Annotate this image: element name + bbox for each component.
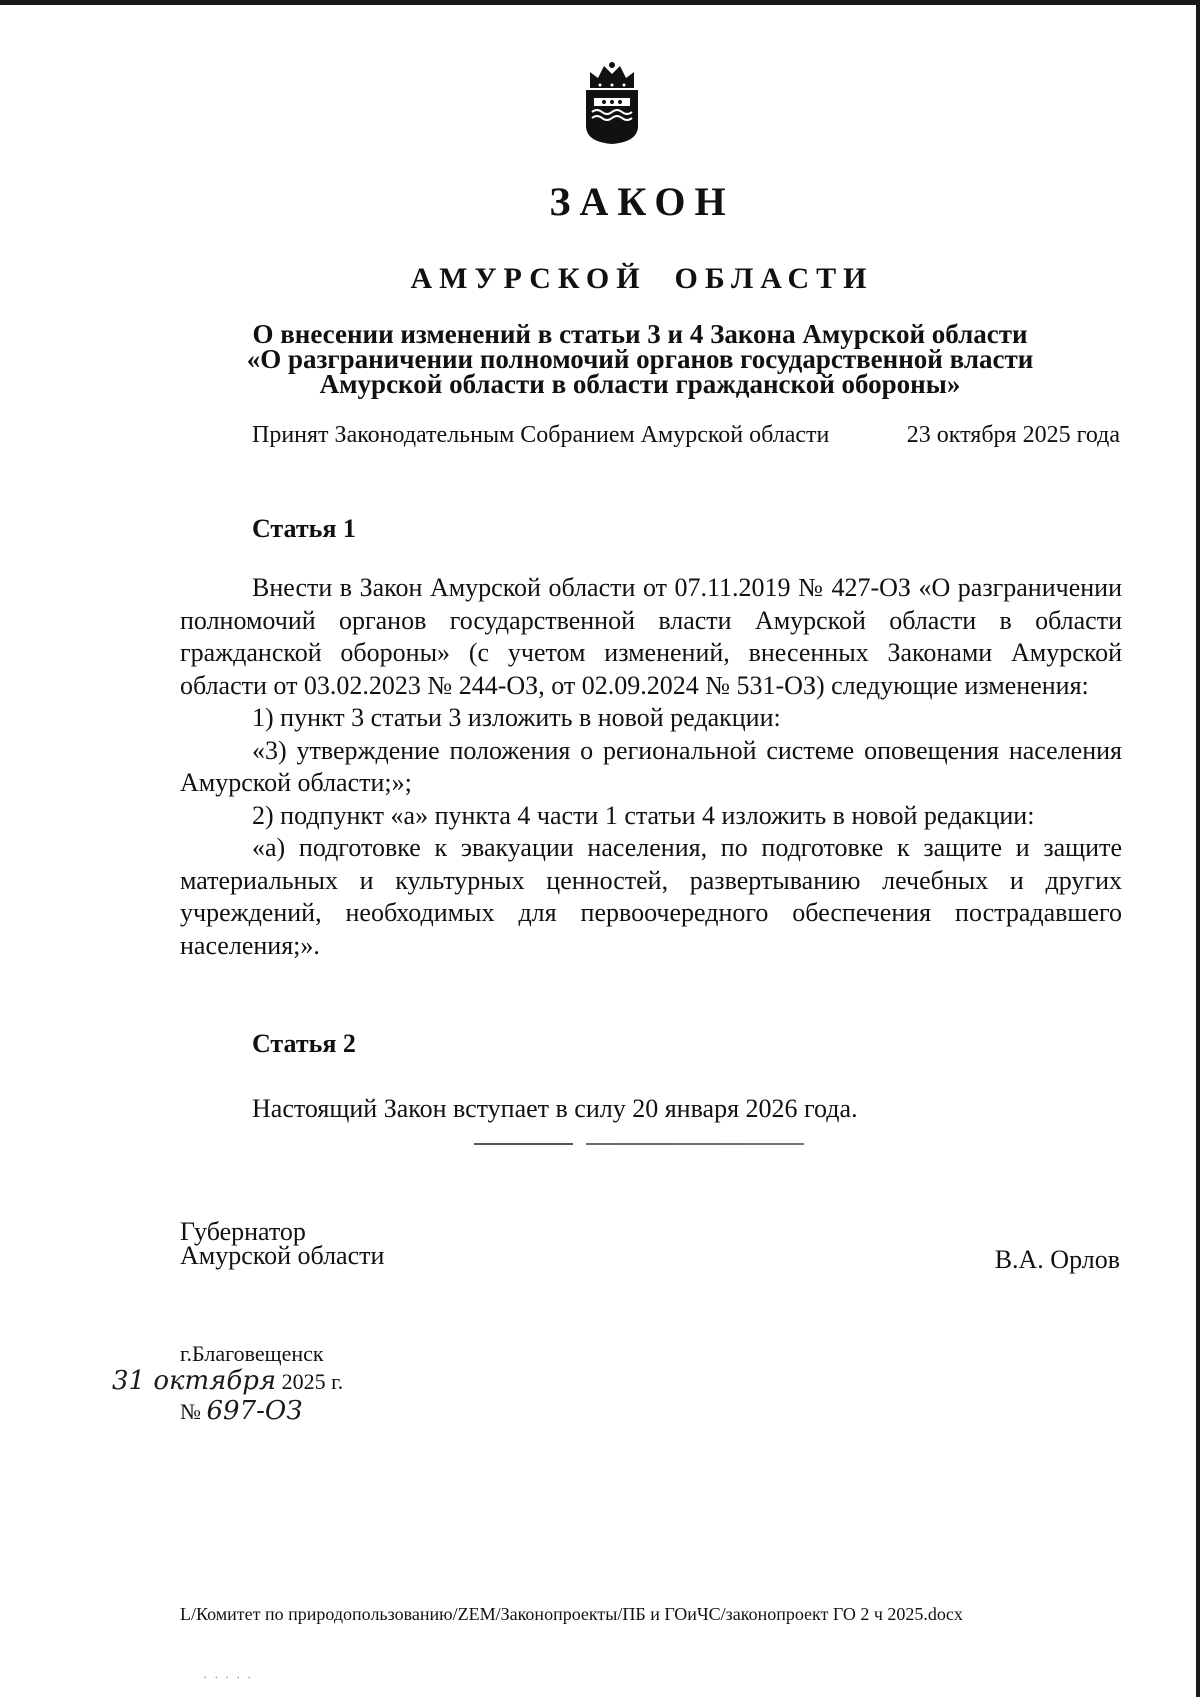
article-1-heading: Статья 1 [252, 514, 356, 543]
article-1-paragraph: 2) подпункт «а» пункта 4 части 1 статьи 4 изложить в новой редакции: [252, 800, 1035, 830]
handwritten-date: 31 октября [112, 1366, 277, 1396]
region-word-2: ОБЛАСТИ [674, 262, 874, 295]
file-path-footer: L/Комитет по природопользованию/ZEM/Законопроекты/ПБ и ГОиЧС/законопроект ГО 2 ч 2025.docx [180, 1604, 963, 1624]
signing-date [112, 1366, 343, 1396]
adopted-date: 23 октября 2025 года [906, 422, 1120, 448]
region-word-1: АМУРСКОЙ [410, 262, 647, 295]
adopted-by: Принят Законодательным Собранием Амурской области [252, 422, 830, 448]
law-subject [180, 319, 1100, 399]
subject-line: О внесении изменений в статьи 3 и 4 Закона Амурской области [252, 319, 1028, 349]
article-1-body [180, 572, 1122, 962]
article-2-body [180, 1093, 1122, 1126]
article-1-paragraph: «3) утверждение положения о региональной системе оповещения населения Амурской области;»; [180, 735, 1122, 797]
article-1-paragraph: «а) подготовке к эвакуации населения, по подготовке к защите и защите материальных и культурных ценностей, развертыванию лечебных и других учреждений, необходимых для первоочередного обеспечения пострадавшего населения;». [180, 833, 1122, 960]
scan-edge-top [0, 0, 1200, 5]
document-region [42, 262, 1200, 296]
place-of-signing [180, 1340, 324, 1368]
article-1-paragraph: Внести в Закон Амурской области от 07.11.2019 № 427-ОЗ «О разграничении полномочий органов государственной власти Амурской области в области гражданской обороны» (с учетом изменений, внесенных Законами Амурской области от 03.02.2023 № 244-ОЗ, от 02.09.2024 № 531-ОЗ) следующие изменения: [180, 573, 1122, 700]
amur-oblast-coat-of-arms-icon [582, 60, 642, 146]
signatory-title-line: Губернатор [180, 1217, 306, 1246]
law-number [180, 1396, 302, 1426]
document-title: ЗАКОН [549, 179, 735, 224]
subject-line: «О разграничении полномочий органов государственной власти [246, 344, 1034, 374]
signatory-title-line: Амурской области [180, 1241, 385, 1270]
city: г.Благовещенск [180, 1341, 324, 1366]
subject-line: Амурской области в области гражданской обороны» [319, 369, 961, 399]
signing-year: 2025 г. [281, 1369, 344, 1394]
pen-underline-mark [474, 1143, 804, 1145]
scan-edge-right [1196, 0, 1200, 1697]
scan-artifact: . . . . . [204, 1670, 254, 1681]
handwritten-number: 697-ОЗ [206, 1396, 303, 1426]
signatory-name: В.А. Орлов [994, 1245, 1120, 1274]
number-prefix: № [180, 1399, 201, 1424]
article-2-heading: Статья 2 [252, 1029, 356, 1058]
article-1-paragraph: 1) пункт 3 статьи 3 изложить в новой редакции: [252, 703, 781, 732]
signatory-title [180, 1217, 385, 1270]
article-2-paragraph: Настоящий Закон вступает в силу 20 января 2026 года. [252, 1094, 858, 1123]
